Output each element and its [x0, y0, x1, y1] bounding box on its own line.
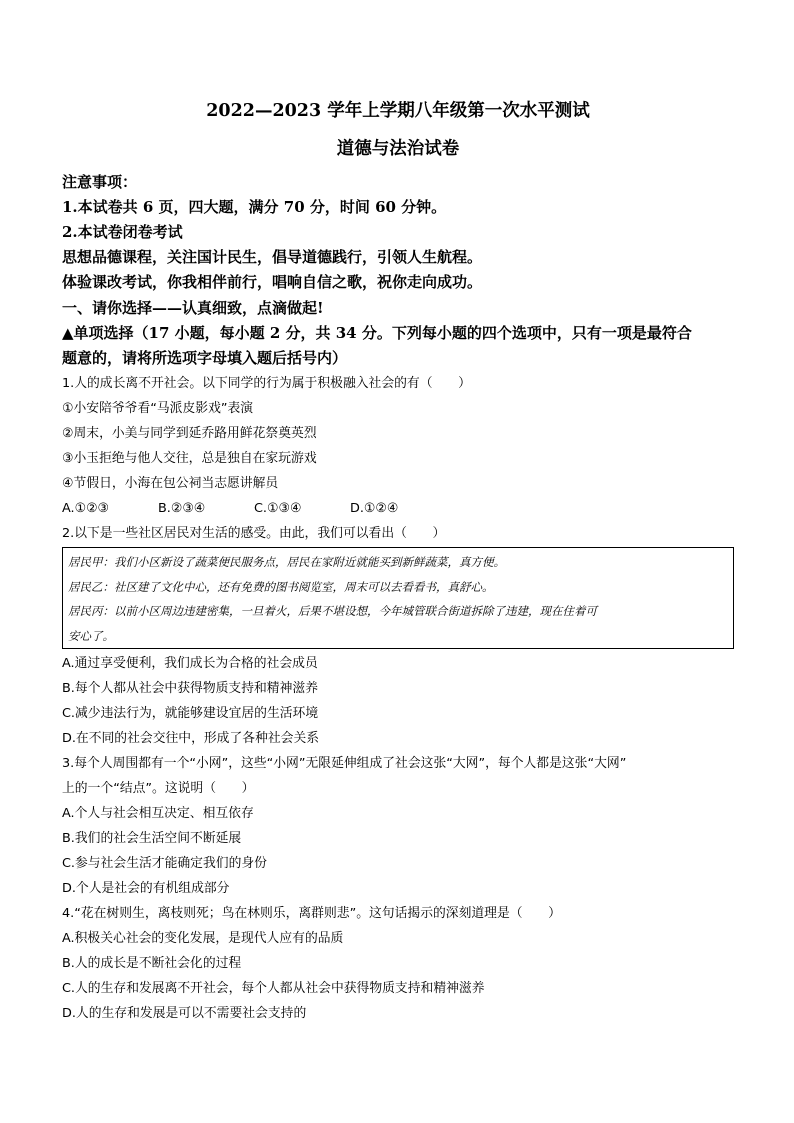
exam-subtitle: 道德与法治试卷 — [336, 139, 460, 159]
question-3-option: C.参与社会生活才能确定我们的身份 — [62, 856, 267, 871]
question-3-option: A.个人与社会相互决定、相互依存 — [62, 806, 254, 821]
section-heading: 一、请你选择——认真细致，点滴做起! — [62, 299, 324, 317]
notice-heading: 注意事项： — [62, 173, 138, 191]
question-4-stem: 4.“花在树则生，离枝则死；鸟在林则乐，离群则悲”。这句话揭示的深刻道理是（ ） — [62, 906, 561, 921]
question-1-item: ④节假日，小海在包公祠当志愿讲解员 — [62, 476, 279, 491]
notice-line: 1.本试卷共 6 页，四大题，满分 70 分，时间 60 分钟。 — [62, 198, 447, 216]
resident-quote: 居民乙：社区建了文化中心，还有免费的图书阅览室，周末可以去看看书，真舒心。 — [68, 579, 494, 594]
question-2-option: A.通过享受便利，我们成长为合格的社会成员 — [62, 656, 318, 671]
question-1-options — [62, 496, 734, 521]
option-c: C.①③④ — [254, 501, 302, 516]
question-3-option: D.个人是社会的有机组成部分 — [62, 881, 230, 896]
question-2-option: D.在不同的社会交往中，形成了各种社会关系 — [62, 731, 320, 746]
exam-title: 2022—2023 学年上学期八年级第一次水平测试 — [206, 101, 590, 121]
resident-quote: 居民丙：以前小区周边违建密集，一旦着火，后果不堪设想，今年城管联合街道拆除了违建，现在住着可 — [68, 604, 597, 618]
resident-quotes-box — [62, 547, 734, 649]
question-2-option: B.每个人都从社会中获得物质支持和精神滋养 — [62, 681, 318, 696]
notice-line: 思想品德课程，关注国计民生，倡导道德践行，引领人生航程。 — [62, 248, 483, 266]
question-4-option: C.人的生存和发展离不开社会，每个人都从社会中获得物质支持和精神滋养 — [62, 981, 485, 996]
question-3-stem: 上的一个“结点”。这说明（ ） — [62, 781, 255, 796]
resident-quote: 居民甲：我们小区新设了蔬菜便民服务点，居民在家附近就能买到新鲜蔬菜，真方便。 — [68, 555, 505, 569]
question-4-option: D.人的生存和发展是可以不需要社会支持的 — [62, 1006, 307, 1021]
question-3-stem: 3.每个人周围都有一个“小网”，这些“小网”无限延伸组成了社会这张“大网”，每个人都是这张“大网” — [62, 756, 627, 771]
exam-page — [62, 94, 734, 1026]
option-b: B.②③④ — [158, 501, 206, 516]
question-3-option: B.我们的社会生活空间不断延展 — [62, 831, 242, 846]
resident-quote: 安心了。 — [68, 628, 114, 643]
question-4-option: A.积极关心社会的变化发展，是现代人应有的品质 — [62, 931, 344, 946]
question-1-item: ②周末，小美与同学到延乔路用鲜花祭奠英烈 — [62, 426, 317, 441]
question-4-option: B.人的成长是不断社会化的过程 — [62, 956, 242, 971]
question-1-item: ③小玉拒绝与他人交往，总是独自在家玩游戏 — [62, 451, 317, 466]
section-instruction: 题意的，请将所选项字母填入题后括号内） — [62, 349, 348, 367]
question-1-stem: 1.人的成长离不开社会。以下同学的行为属于积极融入社会的有（ ） — [62, 376, 471, 391]
question-1-item: ①小安陪爷爷看“马派皮影戏”表演 — [62, 401, 254, 416]
notice-line: 2.本试卷闭卷考试 — [62, 223, 183, 241]
notice-line: 体验课改考试，你我相伴前行，唱响自信之歌，祝你走向成功。 — [62, 273, 483, 291]
question-2-stem: 2.以下是一些社区居民对生活的感受。由此，我们可以看出（ ） — [62, 526, 446, 541]
option-a: A.①②③ — [62, 501, 110, 516]
section-instruction: ▲单项选择（17 小题，每小题 2 分，共 34 分。下列每小题的四个选项中，只有一项是最符合 — [62, 324, 692, 342]
option-d: D.①②④ — [350, 501, 399, 516]
question-2-option: C.减少违法行为，就能够建设宜居的生活环境 — [62, 706, 319, 721]
